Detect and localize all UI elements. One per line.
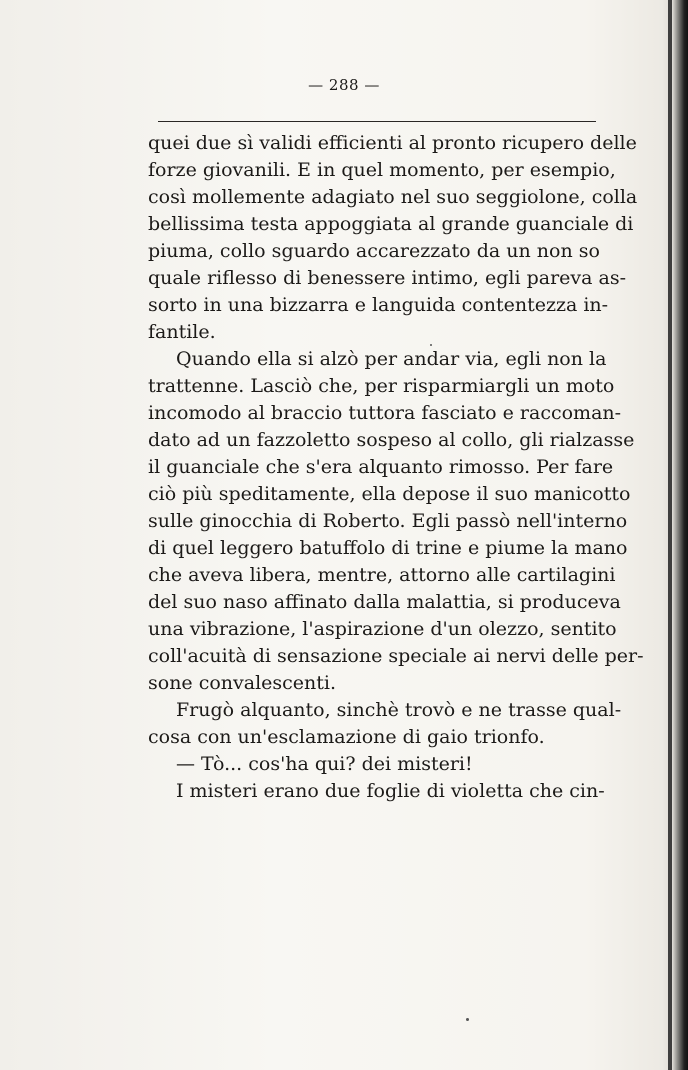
text-line: quale riflesso di benessere intimo, egli pareva as- [148, 267, 626, 289]
text-line: Frugò alquanto, sinchè trovò e ne trasse qual- [176, 699, 622, 721]
text-line: incomodo al braccio tuttora fasciato e raccoman- [148, 402, 622, 424]
text-line: sorto in una bizzarra e languida contentezza in- [148, 294, 609, 316]
text-line: quei due sì validi efficienti al pronto ricupero delle [148, 132, 637, 154]
paper-speck [430, 344, 432, 346]
text-line: del suo naso affinato dalla malattia, si produceva [148, 591, 621, 613]
text-line: così mollemente adagiato nel suo seggiolone, colla [148, 186, 638, 208]
text-line: dato ad un fazzoletto sospeso al collo, gli rialzasse [148, 429, 635, 451]
header-rule [158, 121, 596, 122]
paper-speck [466, 1018, 469, 1021]
text-line: piuma, collo sguardo accarezzato da un non so [148, 240, 600, 262]
text-line: forze giovanili. E in quel momento, per esempio, [148, 159, 616, 181]
text-line: Quando ella si alzò per andar via, egli non la [176, 348, 607, 370]
body-text [148, 130, 644, 805]
text-line: il guanciale che s'era alquanto rimosso. Per fare [148, 456, 614, 478]
text-line: bellissima testa appoggiata al grande guanciale di [148, 213, 634, 235]
text-line: sone convalescenti. [148, 672, 337, 694]
text-line: di quel leggero batuffolo di trine e piume la mano [148, 537, 628, 559]
text-line: cosa con un'esclamazione di gaio trionfo. [148, 726, 545, 748]
text-line: una vibrazione, l'aspirazione d'un olezzo, sentito [148, 618, 617, 640]
text-line: trattenne. Lasciò che, per risparmiargli un moto [148, 375, 615, 397]
text-line: fantile. [148, 321, 216, 343]
text-line: che aveva libera, mentre, attorno alle cartilagini [148, 564, 616, 586]
text-line: ciò più speditamente, ella depose il suo manicotto [148, 483, 631, 505]
binding-line [668, 0, 672, 1070]
page-edge-shadow [662, 0, 688, 1070]
text-line: coll'acuità di sensazione speciale ai nervi delle per- [148, 645, 644, 667]
page-number: — 288 — [308, 76, 380, 94]
text-line: sulle ginocchia di Roberto. Egli passò nell'interno [148, 510, 628, 532]
text-line: — Tò... cos'ha qui? dei misteri! [176, 753, 473, 775]
text-line: I misteri erano due foglie di violetta che cin- [176, 780, 605, 802]
